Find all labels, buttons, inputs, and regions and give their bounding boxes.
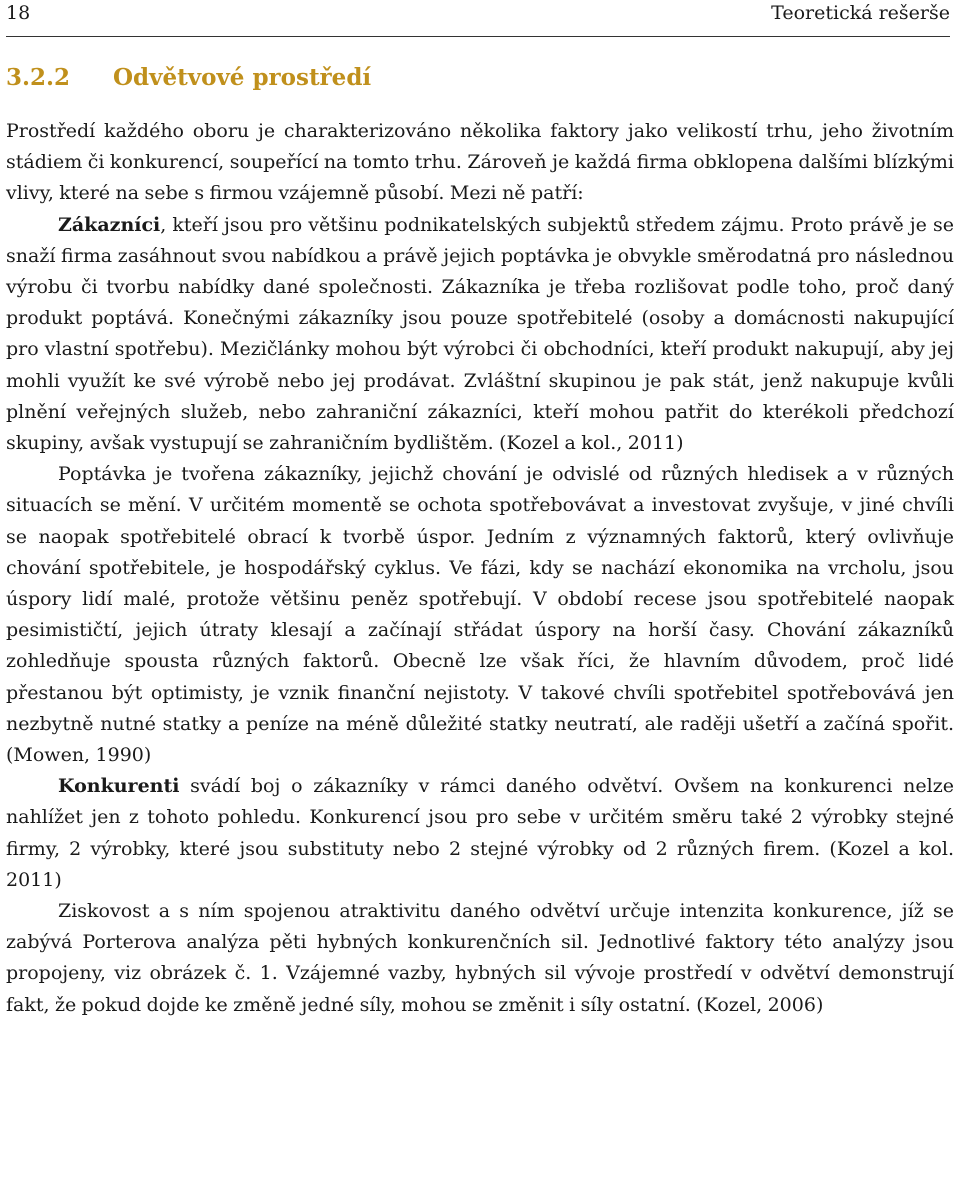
- running-title: Teoretická rešerše: [771, 2, 950, 24]
- paragraph-text: , kteří jsou pro většinu podnikatelských subjektů středem zájmu. Proto právě je se snaží firma zasáhnout svou nabídkou a právě jejich poptávka je obvykle směrodatná pro následnou výrobu či tvorbu nabídky dané společnosti. Zákazníka je třeba rozlišovat podle toho, proč daný produkt poptává. Konečnými zákazníky jsou pouze spotřebitelé (osoby a domácnosti nakupující pro vlastní spotřebu). Mezičlánky mohou být výrobci či obchodníci, kteří produkt nakupují, aby jej mohli využít ke své výrobě nebo jej prodávat. Zvláštní skupinou je pak stát, jenž nakupuje kvůli plnění veřejných služeb, nebo zahraniční zákazníci, kteří mohou patřit do kterékoli předchozí skupiny, avšak vystupují se zahraničním bydlištěm. (Kozel a kol., 2011): [6, 213, 954, 455]
- paragraph-text: Prostředí každého oboru je charakterizováno několika faktory jako velikostí trhu, jeho životním stádiem či konkurencí, soupeřící na tomto trhu. Zároveň je každá firma obklopena dalšími blízkými vlivy, které na sebe s firmou vzájemně působí. Mezi ně patří:: [6, 120, 954, 205]
- page-number: 18: [6, 2, 31, 24]
- paragraph-porter: [6, 896, 954, 1021]
- section-number: 3.2.2: [6, 64, 71, 91]
- page-header: [6, 0, 950, 37]
- body-text: [6, 116, 954, 1021]
- paragraph-demand: [6, 459, 954, 771]
- paragraph-competitors: [6, 771, 954, 896]
- paragraph-lead-term: Zákazníci: [58, 213, 161, 236]
- paragraph-text: Poptávka je tvořena zákazníky, jejichž chování je odvislé od různých hledisek a v různých situacích se mění. V určitém momentě se ochota spotřebovávat a investovat zvyšuje, v jiné chvíli se naopak spotřebitelé obrací k tvorbě úspor. Jedním z významných faktorů, který ovlivňuje chování spotřebitele, je hospodářský cyklus. Ve fázi, kdy se nachází ekonomika na vrcholu, jsou úspory lidí malé, protože většinu peněz spotřebují. V období recese jsou spotřebitelé naopak pesimističtí, jejich útraty klesají a začínají střádat úspory na horší časy. Chování zákazníků zohledňuje spousta různých faktorů. Obecně lze však říci, že hlavním důvodem, proč lidé přestanou být optimisty, je vznik finanční nejistoty. V takové chvíli spotřebitel spotřebovává jen nezbytně nutné statky a peníze na méně důležité statky neutratí, ale raději ušetří a začíná spořit. (Mowen, 1990): [6, 463, 954, 767]
- paragraph-text: Ziskovost a s ním spojenou atraktivitu daného odvětví určuje intenzita konkurence, jíž se zabývá Porterova analýza pěti hybných konkurenčních sil. Jednotlivé faktory této analýzy jsou propojeny, viz obrázek č. 1. Vzájemné vazby, hybných sil vývoje prostředí v odvětví demonstrují fakt, že pokud dojde ke změně jedné síly, mohou se změnit i síly ostatní. (Kozel, 2006): [6, 900, 954, 1016]
- section-title: Odvětvové prostředí: [113, 64, 372, 91]
- paragraph-lead-term: Konkurenti: [58, 775, 180, 798]
- paragraph-customers: [6, 210, 954, 460]
- paragraph-intro: [6, 116, 954, 210]
- section-heading: [6, 62, 371, 94]
- paragraph-text: svádí boj o zákazníky v rámci daného odvětví. Ovšem na konkurenci nelze nahlížet jen z tohoto pohledu. Konkurencí jsou pro sebe v určitém směru také 2 výrobky stejné firmy, 2 výrobky, které jsou substituty nebo 2 stejné výrobky od 2 různých firem. (Kozel a kol. 2011): [6, 775, 954, 891]
